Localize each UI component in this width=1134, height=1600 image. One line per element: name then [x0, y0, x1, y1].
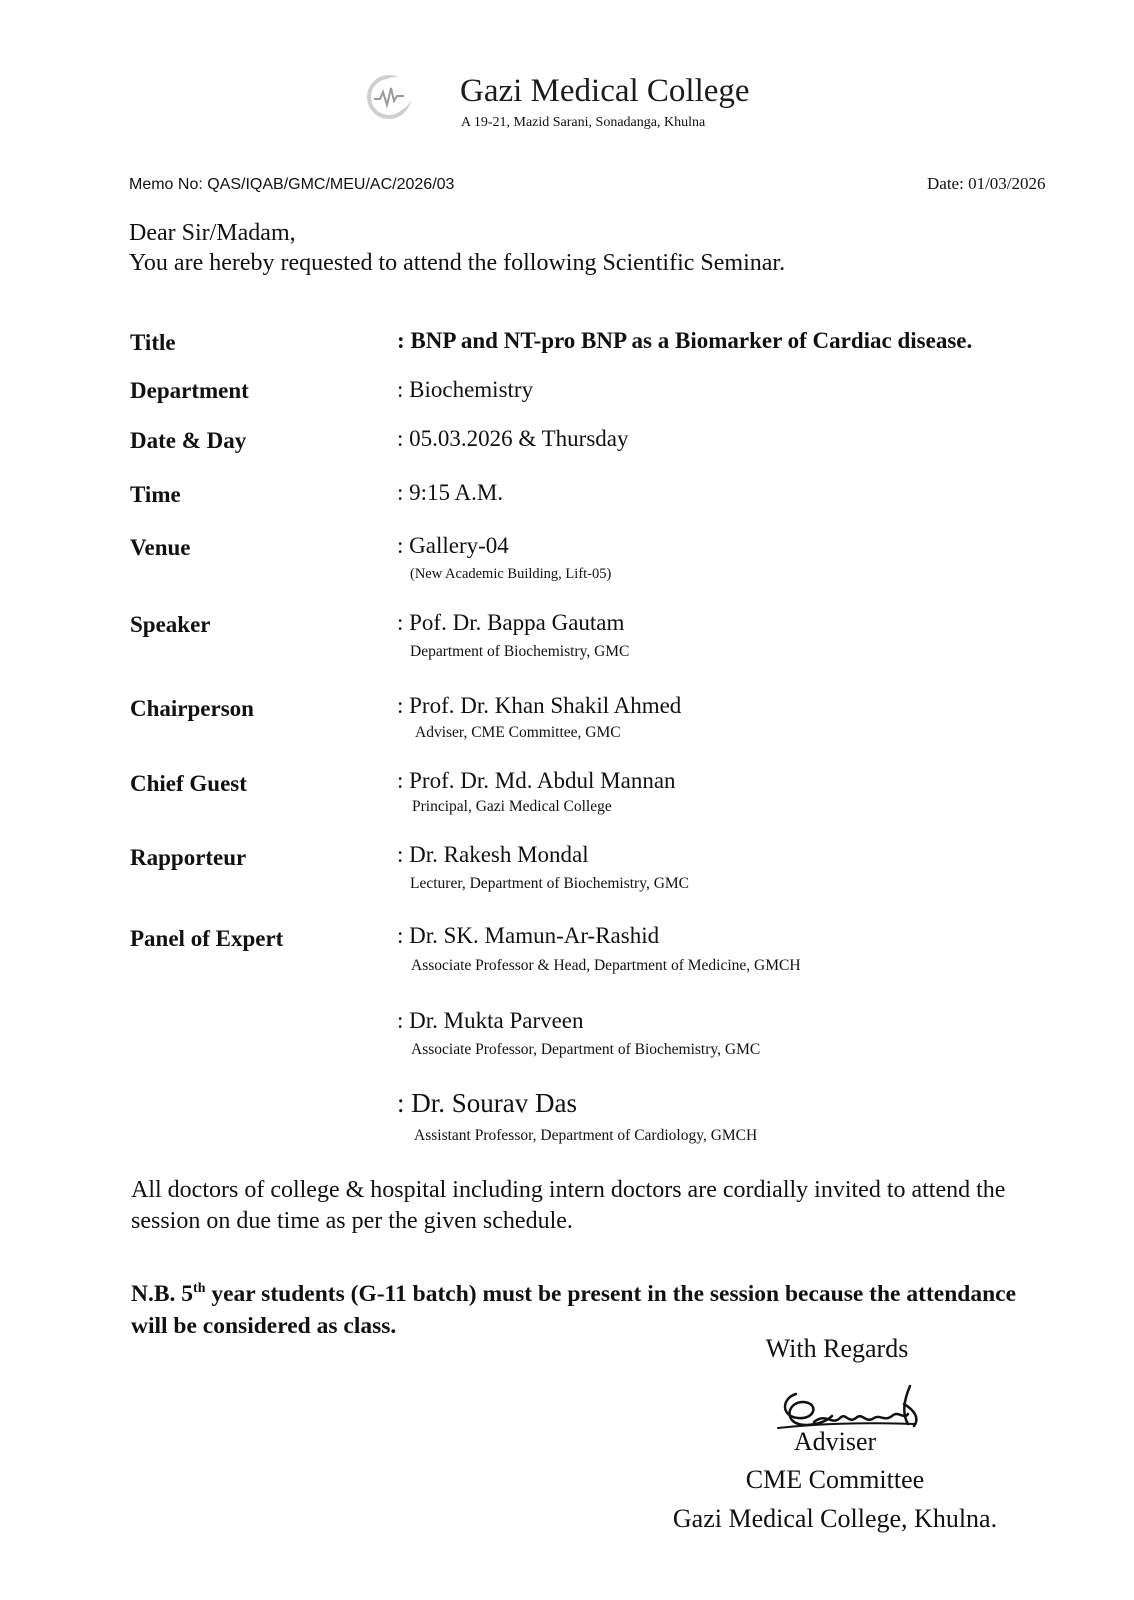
signatory-institution: Gazi Medical College, Khulna.: [672, 1504, 998, 1533]
signatory-designation: Adviser: [793, 1427, 877, 1456]
chairperson-label: Chairperson: [130, 696, 254, 721]
department-value: : Biochemistry: [397, 377, 534, 402]
nb-prefix: N.B. 5: [131, 1280, 194, 1307]
venue-label: Venue: [130, 535, 191, 560]
salutation: Dear Sir/Madam,: [129, 220, 296, 246]
venue-value: : Gallery-04: [397, 533, 509, 558]
memo-number: Memo No: QAS/IQAB/GMC/MEU/AC/2026/03: [129, 176, 455, 193]
intro-line: You are hereby requested to attend the following Scientific Seminar.: [129, 250, 786, 276]
date-day-value: : 05.03.2026 & Thursday: [397, 426, 629, 451]
venue-sub: (New Academic Building, Lift-05): [410, 566, 612, 582]
rapporteur-label: Rapporteur: [130, 845, 247, 870]
college-name: Gazi Medical College: [460, 73, 750, 109]
nb-superscript: th: [193, 1281, 206, 1296]
invitation-note: All doctors of college & hospital including intern doctors are cordially invited to attend the session on due time as per the given schedule.: [131, 1177, 1006, 1234]
title-label: Title: [130, 330, 176, 355]
college-logo-mark: [364, 72, 414, 122]
college-address: A 19-21, Mazid Sarani, Sonadanga, Khulna: [461, 115, 706, 130]
expert-1-name: : Dr. SK. Mamun-Ar-Rashid: [397, 923, 660, 948]
speaker-value: : Pof. Dr. Bappa Gautam: [397, 610, 625, 635]
college-logo: [364, 72, 414, 122]
time-value: : 9:15 A.M.: [397, 480, 504, 505]
expert-3-name: : Dr. Sourav Das: [397, 1088, 577, 1118]
chief-guest-value: : Prof. Dr. Md. Abdul Mannan: [397, 768, 676, 793]
chairperson-value: : Prof. Dr. Khan Shakil Ahmed: [397, 693, 682, 718]
chairperson-sub: Adviser, CME Committee, GMC: [415, 724, 621, 741]
expert-2-role: Associate Professor, Department of Biochemistry, GMC: [411, 1041, 761, 1058]
expert-1-role: Associate Professor & Head, Department of Medicine, GMCH: [411, 957, 801, 974]
expert-3-role: Assistant Professor, Department of Cardiology, GMCH: [414, 1127, 758, 1144]
memo-date: Date: 01/03/2026: [927, 174, 1046, 193]
nb-rest: year students (G-11 batch) must be present in the session because the attendance will be considered as class.: [131, 1280, 1017, 1339]
chief-guest-label: Chief Guest: [130, 771, 247, 796]
date-day-label: Date & Day: [130, 428, 247, 453]
title-value: : BNP and NT-pro BNP as a Biomarker of Cardiac disease.: [397, 328, 973, 353]
panel-label: Panel of Expert: [130, 926, 284, 951]
chief-guest-sub: Principal, Gazi Medical College: [412, 798, 612, 815]
speaker-label: Speaker: [130, 612, 211, 637]
speaker-sub: Department of Biochemistry, GMC: [410, 643, 630, 660]
time-label: Time: [130, 482, 181, 507]
nb-note: [131, 1273, 1031, 1342]
rapporteur-value: : Dr. Rakesh Mondal: [397, 842, 589, 867]
signatory-committee: CME Committee: [745, 1465, 925, 1494]
department-label: Department: [130, 378, 249, 403]
rapporteur-sub: Lecturer, Department of Biochemistry, GMC: [410, 875, 690, 892]
with-regards: With Regards: [765, 1334, 909, 1363]
expert-2-name: : Dr. Mukta Parveen: [397, 1008, 584, 1033]
